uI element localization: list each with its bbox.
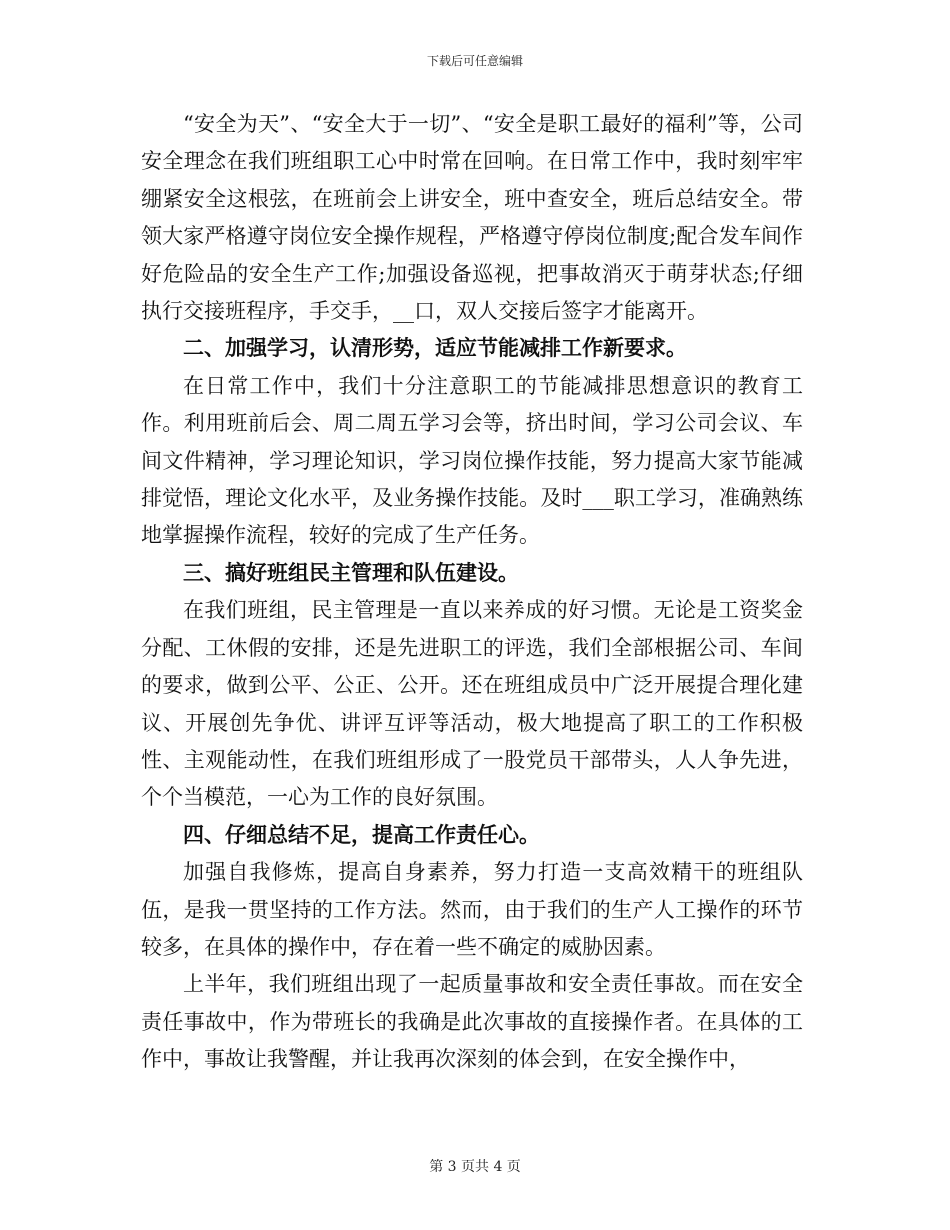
page-footer: 第 3 页共 4 页	[429, 1159, 521, 1175]
section-heading-4: 四、仔细总结不足，提高工作责任心。	[183, 822, 540, 847]
document-body	[141, 106, 803, 1079]
paragraph-accident: 上半年，我们班组出现了一起质量事故和安全责任事故。而在安全责任事故中，作为带班长的我确是此次事故的直接操作者。在具体的工作中，事故让我警醒，并让我再次深刻的体会到，在安全操作中，	[141, 972, 803, 1072]
paragraph-democratic-management: 在我们班组，民主管理是一直以来养成的好习惯。无论是工资奖金分配、工休假的安排，还是先进职工的评选，我们全部根据公司、车间的要求，做到公平、公正、公开。还在班组成员中广泛开展提合理化建议、开展创先争优、讲评互评等活动，极大地提高了职工的工作积极性、主观能动性，在我们班组形成了一股党员干部带头，人人争先进，个个当模范，一心为工作的良好氛围。	[141, 598, 803, 810]
paragraph-safety-philosophy: “安全为天”、“安全大于一切”、“安全是职工最好的福利”等，公司安全理念在我们班组职工心中时常在回响。在日常工作中，我时刻牢牢绷紧安全这根弦，在班前会上讲安全，班中查安全，班后总结安全。带领大家严格遵守岗位安全操作规程，严格遵守停岗位制度;配合发车间作好危险品的安全生产工作;加强设备巡视，把事故消灭于萌芽状态;仔细执行交接班程序，手交手，__口，双人交接后签字才能离开。	[141, 112, 803, 324]
section-heading-3: 三、搞好班组民主管理和队伍建设。	[183, 560, 519, 585]
page-header: 下载后可任意编辑	[426, 54, 523, 68]
paragraph-self-improvement: 加强自我修炼，提高自身素养，努力打造一支高效精干的班组队伍，是我一贯坚持的工作方法。然而，由于我们的生产人工操作的环节较多，在具体的操作中，存在着一些不确定的威胁因素。	[141, 860, 803, 959]
section-heading-2: 二、加强学习，认清形势，适应节能减排工作新要求。	[183, 336, 687, 361]
paragraph-study: 在日常工作中，我们十分注意职工的节能减排思想意识的教育工作。利用班前后会、周二周五学习会等，挤出时间，学习公司会议、车间文件精神，学习理论知识，学习岗位操作技能，努力提高大家节能减排觉悟，理论文化水平，及业务操作技能。及时___职工学习，准确熟练地掌握操作流程，较好的完成了生产任务。	[141, 373, 803, 548]
